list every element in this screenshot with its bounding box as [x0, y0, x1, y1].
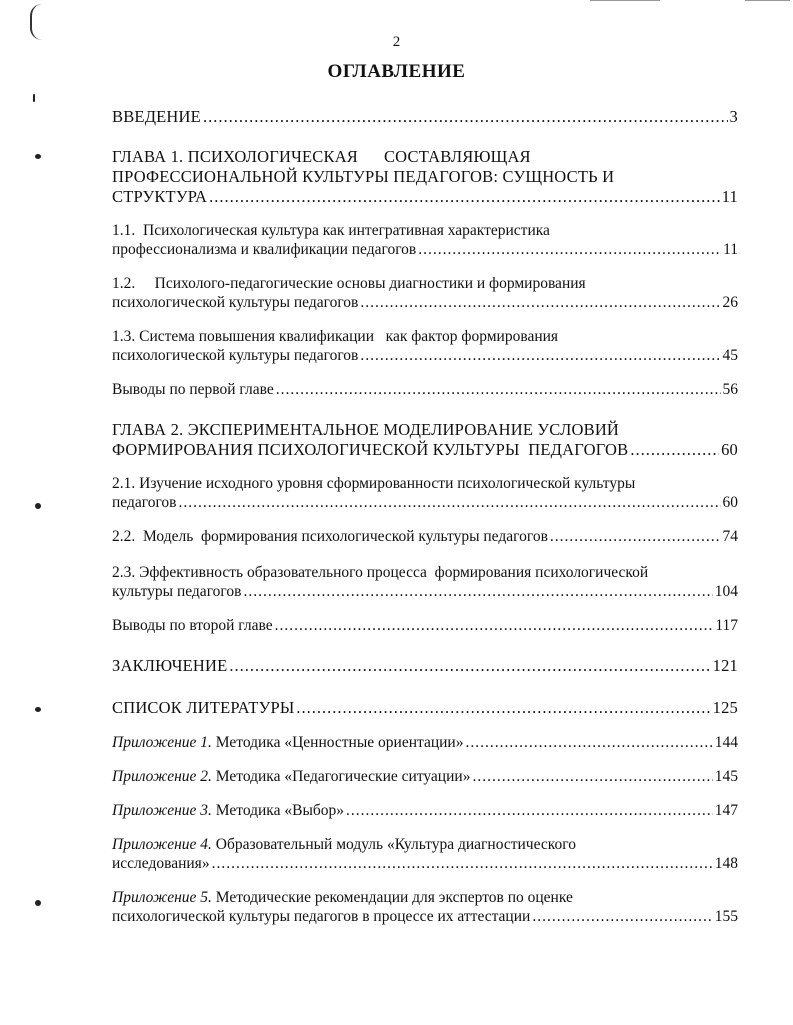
- page-number: 2: [392, 34, 401, 50]
- toc-entry[interactable]: [112, 801, 738, 820]
- appendix-label: Приложение 5.: [112, 889, 212, 906]
- dot-leader: [465, 733, 712, 752]
- dot-leader: [532, 907, 712, 926]
- toc-entry-text: ЗАКЛЮЧЕНИЕ: [112, 656, 228, 675]
- toc-entry[interactable]: [112, 616, 738, 635]
- scan-top-line: [745, 0, 790, 1]
- toc-entry-text: Методические рекомендации для экспертов по оценке: [211, 889, 573, 906]
- toc-page-number: 155: [714, 908, 738, 925]
- scan-top-line: [590, 0, 660, 1]
- dot-leader: [630, 440, 719, 460]
- punch-hole-mark: [35, 707, 41, 712]
- toc-entry-text: 1.3. Система повышения квалификации как фактор формирования: [112, 328, 559, 345]
- punch-hole-mark: [35, 900, 41, 906]
- toc-entry-text: 2.1. Изучение исходного уровня сформированности психологической культуры: [112, 475, 636, 492]
- toc-entry[interactable]: [112, 147, 738, 207]
- toc-entry-text: профессионализма и квалификации педагогов: [112, 241, 417, 258]
- toc-page-number: 45: [722, 347, 738, 364]
- toc-entry-text: 1.1. Психологическая культура как интегративная характеристика: [112, 222, 550, 239]
- toc-entry-text: психологической культуры педагогов в процессе их аттестации: [112, 908, 531, 925]
- toc-entry-text: Методика «Педагогические ситуации»: [211, 768, 471, 785]
- punch-hole-mark: [35, 154, 41, 159]
- toc-entry[interactable]: [112, 327, 738, 365]
- toc-page-number: 3: [729, 107, 738, 126]
- toc-entry-text: СПИСОК ЛИТЕРАТУРЫ: [112, 698, 295, 717]
- dot-leader: [243, 582, 712, 601]
- toc-entry-text: ФОРМИРОВАНИЯ ПСИХОЛОГИЧЕСКОЙ КУЛЬТУРЫ ПЕДАГОГОВ: [112, 440, 629, 459]
- appendix-label: Приложение 1.: [112, 734, 212, 751]
- toc-entry[interactable]: [112, 888, 738, 926]
- toc-entry[interactable]: [112, 656, 738, 676]
- toc-page-number: 125: [712, 698, 738, 717]
- toc-entry-text: педагогов: [112, 494, 177, 511]
- page-title: ОГЛАВЛЕНИЕ: [327, 61, 466, 82]
- toc-page-number: 26: [722, 294, 738, 311]
- toc-entry-text: Выводы по второй главе: [112, 617, 273, 634]
- dot-leader: [209, 187, 720, 207]
- toc-entry[interactable]: [112, 835, 738, 873]
- toc-page-number: 148: [714, 855, 738, 872]
- toc-entry-text: психологической культуры педагогов: [112, 294, 359, 311]
- toc-page-number: 147: [714, 802, 738, 819]
- toc-entry[interactable]: [112, 733, 738, 752]
- dot-leader: [360, 346, 720, 365]
- toc-page-number: 60: [722, 494, 738, 511]
- dot-leader: [418, 240, 721, 259]
- dot-leader: [550, 527, 721, 546]
- toc-entry-text: ВВЕДЕНИЕ: [112, 107, 201, 126]
- toc-page-number: 11: [721, 187, 738, 206]
- appendix-label: Приложение 2.: [112, 768, 212, 785]
- dot-leader: [212, 854, 713, 873]
- toc-entry-text: психологической культуры педагогов: [112, 347, 359, 364]
- toc-entry[interactable]: [112, 380, 738, 399]
- toc-page-number: 11: [723, 241, 738, 258]
- toc-entry[interactable]: [112, 474, 738, 512]
- toc-entry-text: Методика «Выбор»: [211, 802, 344, 819]
- appendix-label: Приложение 4.: [112, 836, 212, 853]
- dot-leader: [203, 107, 728, 127]
- toc-page-number: 60: [721, 440, 738, 459]
- toc-entry-text: ГЛАВА 1. ПСИХОЛОГИЧЕСКАЯ СОСТАВЛЯЮЩАЯ: [112, 147, 531, 166]
- toc-entry[interactable]: [112, 221, 738, 259]
- toc-entry-text: 2.2. Модель формирования психологической культуры педагогов: [112, 528, 548, 545]
- toc-entry-text: Выводы по первой главе: [112, 381, 274, 398]
- dot-leader: [276, 380, 721, 399]
- toc-entry-text: СТРУКТУРА: [112, 187, 208, 206]
- dot-leader: [229, 656, 710, 676]
- dot-leader: [346, 801, 713, 820]
- dot-leader: [472, 767, 712, 786]
- dot-leader: [296, 698, 710, 718]
- toc-page-number: 74: [722, 528, 738, 545]
- toc-page-number: 104: [714, 583, 738, 600]
- toc-entry-text: Образовательный модуль «Культура диагностического: [211, 836, 576, 853]
- toc-entry[interactable]: [112, 767, 738, 786]
- punch-hole-mark: [35, 503, 41, 509]
- dot-leader: [179, 493, 721, 512]
- toc-entry-text: исследования»: [112, 855, 210, 872]
- toc-page-number: 117: [715, 617, 738, 634]
- toc-entry-text: 2.3. Эффективность образовательного процесса формирования психологической: [112, 564, 649, 581]
- dot-leader: [275, 616, 714, 635]
- appendix-label: Приложение 3.: [112, 802, 212, 819]
- toc-entry[interactable]: [112, 563, 738, 601]
- toc-page-number: 144: [714, 734, 738, 751]
- toc-entry[interactable]: [112, 107, 738, 127]
- toc-entry-text: Методика «Ценностные ориентации»: [211, 734, 464, 751]
- scan-mark: [33, 94, 35, 102]
- toc-page-number: 56: [722, 381, 738, 398]
- toc-entry[interactable]: [112, 420, 738, 460]
- toc-entry[interactable]: [112, 274, 738, 312]
- toc-entry-text: 1.2. Психолого-педагогические основы диагностики и формирования: [112, 275, 586, 292]
- dot-leader: [360, 293, 720, 312]
- toc-entry-text: ГЛАВА 2. ЭКСПЕРИМЕНТАЛЬНОЕ МОДЕЛИРОВАНИЕ УСЛОВИЙ: [112, 420, 620, 439]
- toc-entry-text: ПРОФЕССИОНАЛЬНОЙ КУЛЬТУРЫ ПЕДАГОГОВ: СУЩНОСТЬ И: [112, 167, 615, 186]
- toc-page-number: 121: [712, 656, 738, 675]
- toc-entry[interactable]: [112, 527, 738, 546]
- toc-entry[interactable]: [112, 698, 738, 718]
- toc-page-number: 145: [714, 768, 738, 785]
- toc-entry-text: культуры педагогов: [112, 583, 242, 600]
